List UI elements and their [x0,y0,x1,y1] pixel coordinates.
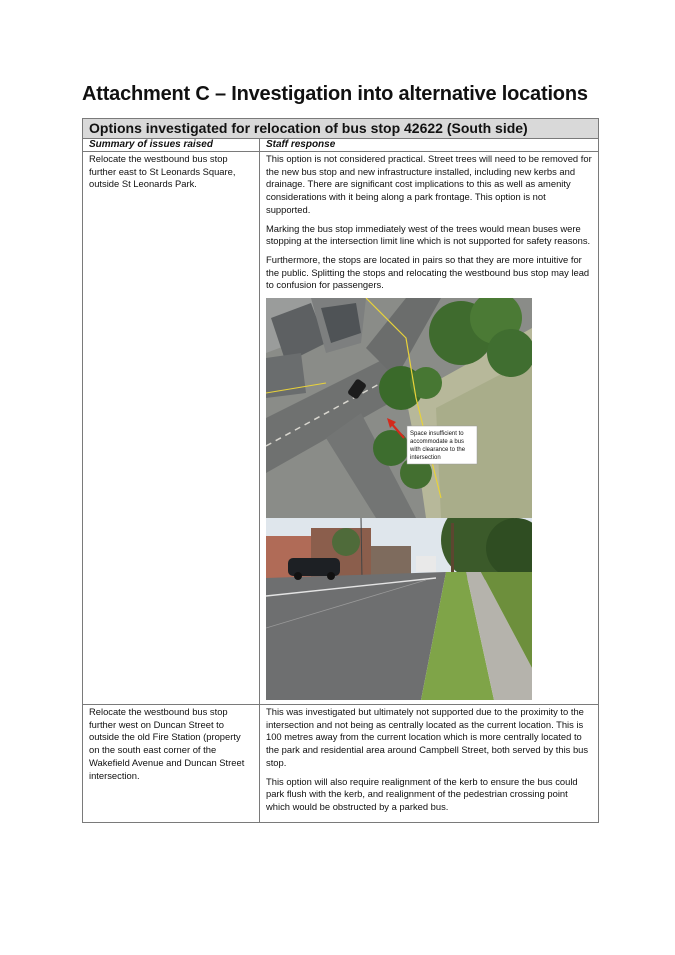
issue-text: Relocate the westbound bus stop further east to St Leonards Square, outside St Leonards Park. [89,153,236,190]
response-cell [260,705,599,823]
annotation-line: intersection [410,455,441,462]
aerial-photo [266,298,532,518]
response-paragraph: Marking the bus stop immediately west of the trees would mean buses were stopping at the intersection limit line which is not supported for safety reasons. [266,222,591,247]
table-header-row [83,119,599,139]
table-header: Options investigated for relocation of bus stop 42622 (South side) [83,119,599,139]
column-headers-row [83,139,599,152]
options-table [82,118,599,823]
annotation-line: with clearance to the [410,447,466,454]
street-photo [266,518,532,700]
site-photos [266,298,532,700]
response-paragraph: This option is not considered practical. Street trees will need to be removed for the new bus stop and new infrastructure installed, including new kerbs and drainage. There are significant cost implications to this as well as amenity considerations with it being along a park frontage. This option is not supported. [266,153,592,215]
page-title: Attachment C – Investigation into alternative locations [82,83,588,105]
table-row [83,152,599,705]
annotation-line: accommodate a bus [410,439,465,446]
issue-text: Relocate the westbound bus stop further west on Duncan Street to outside the old Fire Station (property on the south east corner of the Wakefield Avenue and Duncan Street intersection. [89,706,245,781]
column-header-issues: Summary of issues raised [83,139,260,152]
annotation-line: Space insufficient to [410,431,464,438]
response-cell [260,152,599,705]
column-header-response: Staff response [260,139,599,152]
table-row [83,705,599,823]
response-paragraph: This was investigated but ultimately not supported due to the proximity to the intersection and not being as centrally located as the current location. This is 100 metres away from the current location which is more centrally located to the park and residential area around Campbell Street, both served by this bus stop. [266,706,589,768]
issue-cell [83,705,260,823]
issue-cell [83,152,260,705]
response-paragraph: This option will also require realignment of the kerb to ensure the bus could park flush with the kerb, and realignment of the pedestrian crossing point which would be obstructed by a parked bus. [266,775,578,812]
response-paragraph: Furthermore, the stops are located in pairs so that they are more intuitive for the public. Splitting the stops and relocating the westbound bus stop may lead to confusion for passengers. [266,253,590,291]
